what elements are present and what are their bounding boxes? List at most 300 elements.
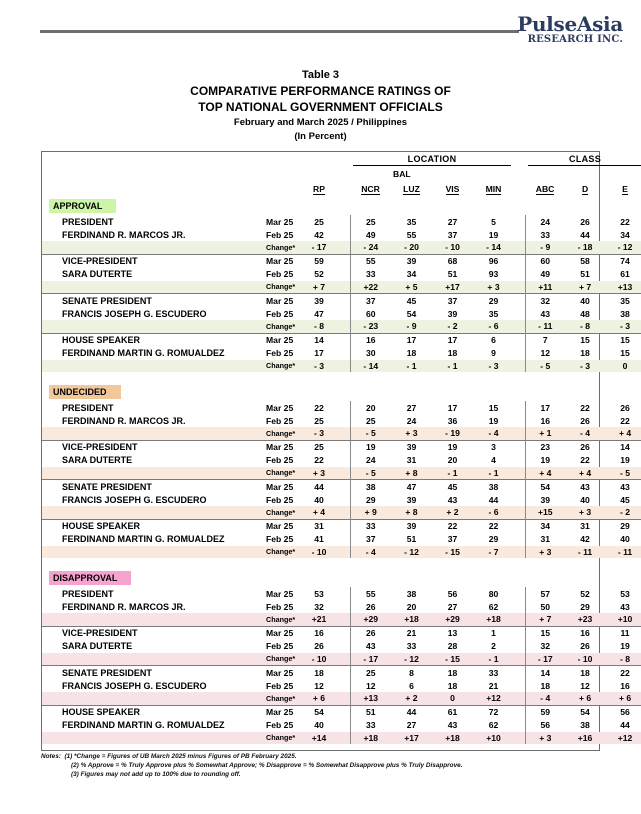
value-rp: 22: [314, 455, 324, 465]
change-ncr: - 14: [350, 360, 391, 373]
wave-label-previous: Feb 25: [266, 601, 294, 612]
table-row: [42, 215, 641, 228]
value-min: 93: [488, 269, 499, 279]
col-gap: [340, 241, 350, 254]
wave-label-previous: Feb 25: [266, 308, 294, 319]
wave-label-change: Change*: [252, 692, 298, 705]
page-title-block: [0, 68, 641, 144]
col-gap: [514, 454, 525, 467]
table-row-change: [42, 320, 641, 333]
col-gap: [514, 546, 525, 559]
value-min: 19: [488, 229, 499, 240]
col-gap: [340, 307, 350, 320]
col-gap: [340, 254, 350, 268]
wave-label-current: Mar 25: [252, 440, 298, 454]
value-min: 33: [473, 666, 514, 680]
value-rp: 22: [314, 402, 324, 413]
official-name: FRANCIS JOSEPH G. ESCUDERO: [62, 680, 207, 691]
wave-label-previous: Feb 25: [266, 534, 294, 544]
value-min: 6: [473, 333, 514, 347]
change-e: - 8: [605, 653, 641, 666]
value-ncr: 43: [365, 641, 376, 651]
value-abc: 7: [525, 333, 565, 347]
value-rp: 18: [298, 666, 340, 680]
logo-band: [40, 14, 631, 56]
col-gap: [340, 333, 350, 347]
col-gap: [340, 692, 350, 705]
change-d: +23: [565, 613, 605, 626]
change-rp: + 7: [298, 281, 340, 294]
value-luz: 24: [406, 415, 417, 426]
change-min: - 6: [473, 320, 514, 333]
value-abc: 57: [540, 588, 551, 599]
value-d: 29: [580, 601, 590, 612]
change-name-blank: [42, 360, 252, 373]
change-min: +18: [473, 613, 514, 626]
change-d: +16: [565, 732, 605, 745]
value-rp: 44: [298, 480, 340, 494]
value-d: 58: [565, 254, 605, 268]
change-ncr: +18: [350, 732, 391, 745]
col-gap: [340, 360, 350, 373]
value-e: 19: [620, 641, 630, 651]
value-vis: 51: [447, 269, 458, 279]
value-abc: 59: [525, 705, 565, 719]
value-ncr: 60: [365, 308, 376, 319]
col-gap: [514, 506, 525, 519]
col-gap: [340, 653, 350, 666]
value-min: 62: [488, 720, 499, 730]
change-rp: - 17: [298, 241, 340, 254]
title-line-2: TOP NATIONAL GOVERNMENT OFFICIALS: [198, 100, 443, 114]
value-rp: 25: [314, 216, 324, 227]
change-vis: +29: [432, 613, 473, 626]
value-d: 22: [580, 455, 590, 465]
change-ncr: - 17: [350, 653, 391, 666]
value-luz: 18: [406, 348, 417, 358]
change-rp: - 3: [298, 360, 340, 373]
value-vis: 22: [432, 519, 473, 533]
value-rp: 40: [314, 720, 324, 730]
value-min: 1: [473, 626, 514, 640]
change-name-blank: [42, 692, 252, 705]
header-bal-blank: [350, 168, 391, 180]
wave-label-change: Change*: [252, 613, 298, 626]
col-gap: [514, 215, 525, 228]
change-d: - 4: [565, 427, 605, 440]
table-row: [42, 640, 641, 653]
col-gap: [514, 307, 525, 320]
value-e: 34: [620, 229, 630, 240]
wave-label-change: Change*: [252, 506, 298, 519]
logo-wordmark: PulseAsia: [517, 12, 623, 36]
value-abc: 54: [525, 480, 565, 494]
value-abc: 23: [525, 440, 565, 454]
wave-label-previous: Feb 25: [266, 680, 294, 691]
value-ncr: 26: [365, 601, 376, 612]
change-luz: + 8: [391, 506, 432, 519]
change-name-blank: [42, 427, 252, 440]
change-d: + 7: [565, 281, 605, 294]
table-row: [42, 228, 641, 241]
value-abc: 32: [540, 641, 551, 651]
value-d: 43: [565, 480, 605, 494]
value-d: 16: [565, 626, 605, 640]
value-min: 2: [491, 641, 496, 651]
col-gap: [514, 705, 525, 719]
value-min: 35: [488, 308, 499, 319]
header-bal-label: BAL: [393, 169, 411, 179]
col-gap: [514, 427, 525, 440]
table-row: [42, 414, 641, 427]
header-spacer-left-2: [42, 168, 340, 180]
change-name-blank: [42, 613, 252, 626]
col-gap: [514, 587, 525, 600]
wave-label-previous: Feb 25: [266, 641, 294, 651]
table-row: [42, 679, 641, 692]
change-rp: + 3: [298, 467, 340, 480]
header-col-e: E: [622, 183, 628, 194]
change-name-blank: [42, 467, 252, 480]
change-vis: - 15: [432, 546, 473, 559]
col-gap: [514, 480, 525, 494]
change-name-blank: [42, 546, 252, 559]
value-d: 40: [580, 494, 590, 505]
value-e: 11: [605, 626, 641, 640]
value-d: 15: [565, 333, 605, 347]
value-luz: 55: [406, 229, 417, 240]
value-e: 22: [620, 415, 630, 426]
value-rp: 12: [314, 680, 324, 691]
change-rp: +21: [298, 613, 340, 626]
value-ncr: 19: [350, 440, 391, 454]
change-luz: + 3: [391, 427, 432, 440]
wave-label-change: Change*: [252, 320, 298, 333]
value-vis: 18: [447, 348, 458, 358]
value-d: 44: [580, 229, 590, 240]
table-row-change: [42, 427, 641, 440]
official-name: FERDINAND MARTIN G. ROMUALDEZ: [62, 348, 225, 358]
value-rp: 32: [314, 601, 324, 612]
value-d: 12: [580, 680, 590, 691]
value-rp: 17: [314, 348, 324, 358]
header-gap-2b: [514, 168, 525, 180]
value-luz: 35: [406, 216, 417, 227]
value-abc: 16: [540, 415, 551, 426]
wave-label-current: Mar 25: [266, 588, 294, 599]
value-abc: 15: [525, 626, 565, 640]
wave-label-current: Mar 25: [252, 480, 298, 494]
change-vis: - 19: [432, 427, 473, 440]
change-name-blank: [42, 506, 252, 519]
section-header-undecided: [42, 383, 641, 401]
change-luz: - 20: [391, 241, 432, 254]
table-row: [42, 480, 641, 494]
table-row-change: [42, 692, 641, 705]
value-e: 74: [605, 254, 641, 268]
value-luz: 44: [391, 705, 432, 719]
spacer-cell: [42, 372, 641, 383]
value-rp: 25: [314, 415, 324, 426]
change-ncr: - 5: [350, 427, 391, 440]
ratings-table: [42, 152, 641, 750]
value-abc: 31: [540, 534, 551, 544]
change-d: - 18: [565, 241, 605, 254]
value-ncr: 37: [365, 534, 376, 544]
col-gap: [340, 414, 350, 427]
table-row-change: [42, 653, 641, 666]
value-abc: 12: [540, 348, 551, 358]
value-d: 48: [580, 308, 590, 319]
change-rp: + 6: [298, 692, 340, 705]
table-row: [42, 719, 641, 732]
change-abc: + 4: [525, 467, 565, 480]
official-name: FERDINAND MARTIN G. ROMUALDEZ: [62, 720, 225, 730]
col-gap: [340, 613, 350, 626]
change-rp: + 4: [298, 506, 340, 519]
change-abc: - 4: [525, 692, 565, 705]
change-luz: +17: [391, 732, 432, 745]
section-header-disapproval: [42, 569, 641, 587]
change-rp: - 10: [298, 653, 340, 666]
header-col-min: MIN: [485, 183, 502, 194]
col-gap: [340, 493, 350, 506]
header-rule: [40, 30, 519, 33]
change-ncr: - 24: [350, 241, 391, 254]
value-luz: 45: [391, 294, 432, 308]
value-e: 43: [620, 601, 630, 612]
change-min: +12: [473, 692, 514, 705]
wave-label-change: Change*: [252, 653, 298, 666]
col-gap: [514, 320, 525, 333]
change-abc: +11: [525, 281, 565, 294]
value-e: 53: [620, 588, 630, 599]
table-row-change: [42, 732, 641, 745]
title-line-1: COMPARATIVE PERFORMANCE RATINGS OF: [190, 84, 451, 98]
value-vis: 28: [447, 641, 458, 651]
value-d: 40: [565, 294, 605, 308]
col-gap: [514, 294, 525, 308]
col-gap: [514, 613, 525, 626]
col-gap: [514, 732, 525, 745]
table-row: [42, 307, 641, 320]
table-row: [42, 268, 641, 281]
footnote-1: [41, 752, 601, 761]
header-col-abc: ABC: [535, 183, 555, 194]
value-vis: 37: [447, 229, 458, 240]
col-gap: [514, 493, 525, 506]
value-e: 15: [620, 348, 630, 358]
change-e: - 2: [605, 506, 641, 519]
value-ncr: 25: [350, 666, 391, 680]
change-e: - 3: [605, 320, 641, 333]
value-e: 38: [620, 308, 630, 319]
wave-label-previous: Feb 25: [266, 455, 294, 465]
col-gap: [340, 480, 350, 494]
wave-label-change: Change*: [252, 281, 298, 294]
wave-label-current: Mar 25: [252, 519, 298, 533]
col-gap: [340, 719, 350, 732]
value-min: 62: [488, 601, 499, 612]
change-luz: +18: [391, 613, 432, 626]
change-d: + 3: [565, 506, 605, 519]
change-abc: +15: [525, 506, 565, 519]
value-ncr: 24: [365, 455, 376, 465]
value-min: 15: [488, 402, 499, 413]
pulseasia-logo: [517, 14, 623, 45]
change-abc: - 11: [525, 320, 565, 333]
change-min: + 3: [473, 281, 514, 294]
value-luz: 20: [406, 601, 417, 612]
col-gap: [340, 401, 350, 414]
wave-label-change: Change*: [252, 546, 298, 559]
change-abc: - 17: [525, 653, 565, 666]
col-gap: [514, 414, 525, 427]
value-abc: 49: [540, 269, 551, 279]
header-label-blank: [42, 180, 298, 197]
value-min: 72: [473, 705, 514, 719]
value-vis: 36: [447, 415, 458, 426]
change-rp: +14: [298, 732, 340, 745]
value-ncr: 25: [365, 216, 376, 227]
value-luz: 33: [406, 641, 417, 651]
header-col-vis: VIS: [445, 183, 460, 194]
value-e: 43: [605, 480, 641, 494]
change-min: +10: [473, 732, 514, 745]
col-gap: [340, 640, 350, 653]
section-spacer: [42, 744, 641, 750]
col-gap: [514, 401, 525, 414]
value-luz: 38: [406, 588, 417, 599]
value-min: 4: [491, 455, 496, 465]
col-gap: [514, 360, 525, 373]
table-header-columns: [42, 180, 641, 197]
change-d: - 8: [565, 320, 605, 333]
value-luz: 51: [406, 534, 417, 544]
footnote-3: (3) Figures may not add up to 100% due to rounding off.: [71, 771, 241, 779]
change-luz: - 9: [391, 320, 432, 333]
col-gap: [514, 281, 525, 294]
change-luz: + 2: [391, 692, 432, 705]
col-gap: [340, 666, 350, 680]
header-group-class: CLASS: [525, 152, 641, 168]
change-e: +12: [605, 732, 641, 745]
value-vis: 45: [432, 480, 473, 494]
value-luz: 8: [391, 666, 432, 680]
wave-label-previous: Feb 25: [266, 415, 294, 426]
change-e: - 5: [605, 467, 641, 480]
change-vis: - 15: [432, 653, 473, 666]
change-min: - 3: [473, 360, 514, 373]
value-luz: 39: [391, 440, 432, 454]
table-row-change: [42, 467, 641, 480]
table-row-change: [42, 360, 641, 373]
wave-label-change: Change*: [252, 427, 298, 440]
official-title: PRESIDENT: [62, 402, 114, 413]
value-luz: 27: [406, 720, 417, 730]
official-title: SENATE PRESIDENT: [42, 480, 252, 494]
header-gap-2: [514, 152, 525, 168]
header-class-blank: [525, 168, 641, 180]
wave-label-current: Mar 25: [252, 626, 298, 640]
table-row: [42, 347, 641, 360]
value-ncr: 49: [365, 229, 376, 240]
change-abc: + 7: [525, 613, 565, 626]
change-min: - 14: [473, 241, 514, 254]
table-row-change: [42, 281, 641, 294]
table-row: [42, 294, 641, 308]
change-abc: + 3: [525, 732, 565, 745]
value-rp: 53: [314, 588, 324, 599]
table-row: [42, 626, 641, 640]
value-ncr: 55: [350, 254, 391, 268]
col-gap: [340, 626, 350, 640]
value-e: 44: [620, 720, 630, 730]
official-title: VICE-PRESIDENT: [42, 626, 252, 640]
official-title: HOUSE SPEAKER: [42, 333, 252, 347]
value-rp: 25: [298, 440, 340, 454]
value-d: 54: [565, 705, 605, 719]
value-luz: 39: [391, 519, 432, 533]
change-vis: - 1: [432, 467, 473, 480]
value-rp: 47: [314, 308, 324, 319]
value-luz: 54: [406, 308, 417, 319]
value-e: 22: [620, 216, 630, 227]
wave-label-current: Mar 25: [252, 666, 298, 680]
value-min: 9: [491, 348, 496, 358]
value-min: 96: [473, 254, 514, 268]
change-min: - 1: [473, 467, 514, 480]
header-gap-1: [340, 152, 350, 168]
value-vis: 18: [447, 680, 458, 691]
title-subtitle-unit: (In Percent): [294, 131, 347, 142]
value-vis: 37: [447, 534, 458, 544]
official-title: PRESIDENT: [62, 588, 114, 599]
value-abc: 33: [540, 229, 551, 240]
change-d: - 10: [565, 653, 605, 666]
col-gap: [340, 705, 350, 719]
value-min: 29: [473, 294, 514, 308]
wave-label-change: Change*: [252, 732, 298, 745]
change-abc: - 9: [525, 241, 565, 254]
title-subtitle-period: February and March 2025 / Philippines: [233, 117, 408, 128]
col-gap: [340, 519, 350, 533]
value-min: 29: [488, 534, 499, 544]
change-ncr: - 5: [350, 467, 391, 480]
value-ncr: 38: [350, 480, 391, 494]
value-e: 19: [620, 455, 630, 465]
change-min: - 4: [473, 427, 514, 440]
value-vis: 27: [447, 216, 458, 227]
value-rp: 14: [298, 333, 340, 347]
wave-label-current: Mar 25: [266, 216, 294, 227]
wave-label-current: Mar 25: [252, 333, 298, 347]
change-min: - 7: [473, 546, 514, 559]
value-abc: 18: [540, 680, 551, 691]
official-name: SARA DUTERTE: [62, 641, 133, 651]
ratings-table-frame: [41, 151, 633, 751]
change-name-blank: [42, 653, 252, 666]
wave-label-previous: Feb 25: [266, 720, 294, 730]
value-abc: 43: [540, 308, 551, 319]
value-rp: 16: [298, 626, 340, 640]
official-name: FRANCIS JOSEPH G. ESCUDERO: [62, 494, 207, 505]
value-vis: 19: [432, 440, 473, 454]
table-row-change: [42, 613, 641, 626]
spacer-cell: [42, 558, 641, 569]
value-abc: 19: [540, 455, 551, 465]
col-gap: [514, 228, 525, 241]
